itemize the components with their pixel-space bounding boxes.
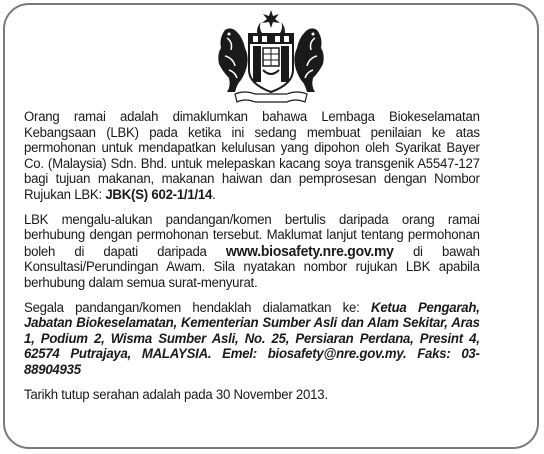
paragraph-address: [24, 301, 480, 379]
paragraph-feedback: [24, 213, 480, 292]
reference-number: JBK(S) 602-1/1/14: [105, 186, 213, 203]
assessment-text: Orang ramai adalah dimaklumkan bahawa Lembaga Biokeselamatan Kebangsaan (LBK) pada ketika ini sedang membuat penilaian ke atas permohonan untuk mendapatkan kelulusan yang dipohon oleh Syarikat Bayer Co. (Malaysia) Sdn. Bhd. untuk melepaskan kacang soya transgenik A5547-127 bagi tujuan makanan, makanan haiwan dan pemprosesan dengan Nombor Rujukan LBK:: [24, 109, 480, 203]
closing-date-text: Tarikh tutup serahan adalah pada 30 November 2013.: [24, 386, 328, 403]
assessment-end: .: [212, 186, 216, 203]
biosafety-website-link[interactable]: www.biosafety.nre.gov.my: [225, 242, 394, 260]
feedback-text-before: LBK mengalu-alukan pandangan/komen bertulis daripada orang ramai berhubung dengan permohonan tersebut. Maklumat lanjut tentang permohonan boleh di dapati daripada: [24, 211, 480, 260]
malaysia-coat-of-arms-icon: [205, 8, 337, 108]
feedback-text-after: di bawah Konsultasi/Perundingan Awam. Sila nyatakan nombor rujukan LBK apabila berhubung dalam semua surat-menyurat.: [24, 243, 480, 291]
contact-address: Ketua Pengarah, Jabatan Biokeselamatan, Kementerian Sumber Asli dan Alam Sekitar, Aras 1, Podium 2, Wisma Sumber Asli, No. 25, Persiaran Perdana, Presint 4, 62574 Putrajaya, MALAYSIA. Emel: biosafety@nre.gov.my. Faks: 03-88904935: [24, 299, 480, 378]
paragraph-closing-date: [24, 388, 480, 404]
address-intro: Segala pandangan/komen hendaklah dialamatkan ke:: [24, 299, 372, 316]
notice-body: [24, 110, 480, 412]
paragraph-assessment: [24, 110, 480, 204]
